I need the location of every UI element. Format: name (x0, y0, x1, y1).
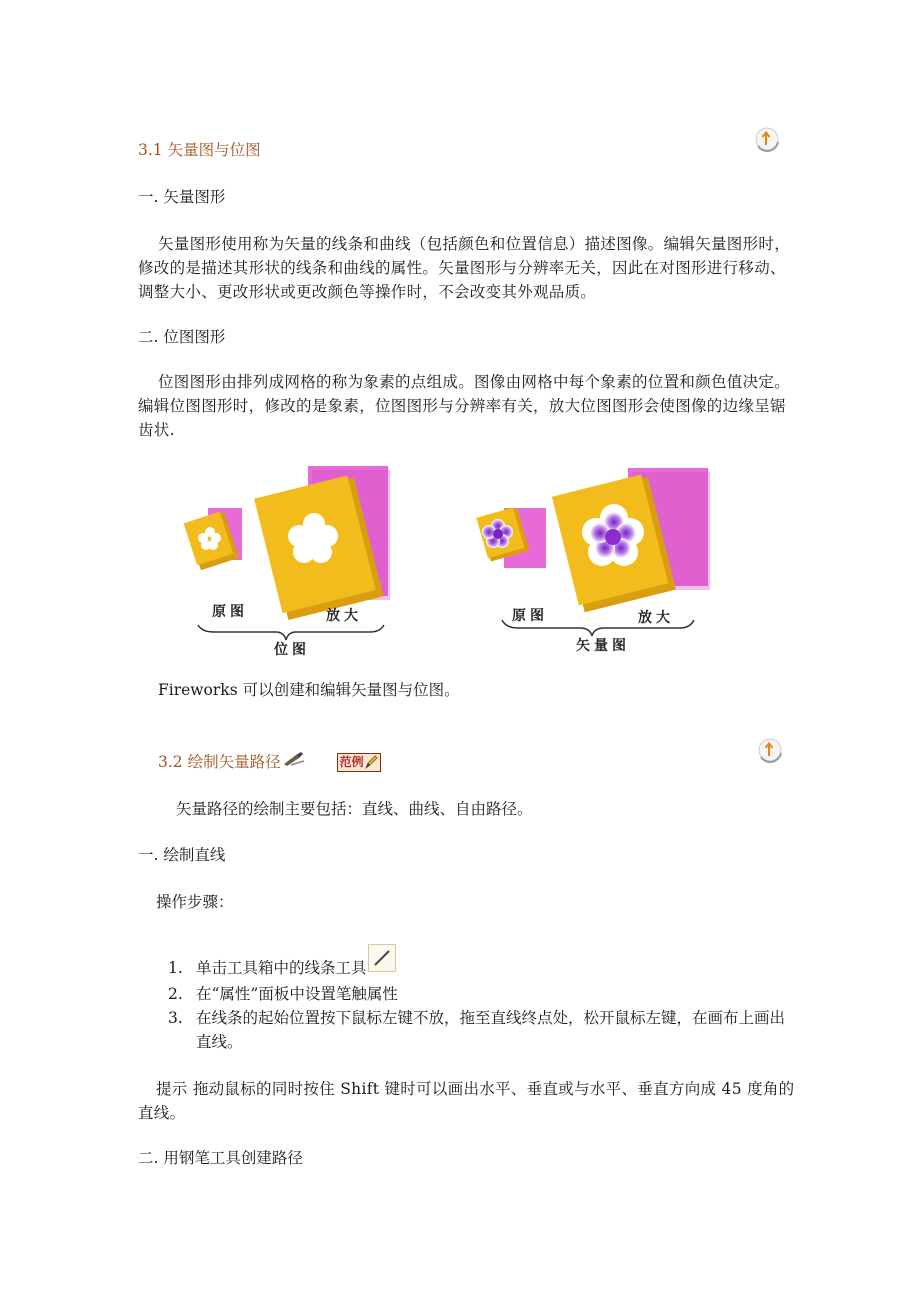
bitmap-paragraph: 位图图形由排列成网格的称为象素的点组成。图像由网格中每个象素的位置和颜色值决定。编辑位图图形时，修改的是象素，位图图形与分辨率有关，放大位图图形会使图像的边缘呈锯齿状. (138, 373, 791, 439)
right-enlarged-label: 放大 (638, 610, 674, 626)
right-original-label: 原图 (512, 608, 548, 624)
step-number: 3. (168, 1009, 183, 1027)
bitmap-heading: 二. 位图图形 (138, 328, 226, 346)
step-number: 2. (168, 985, 183, 1003)
step-text: 在线条的起始位置按下鼠标左键不放，拖至直线终点处，松开鼠标左键，在画布上画出直线。 (196, 1009, 786, 1051)
example-badge[interactable] (337, 753, 381, 772)
left-enlarged-label: 放大 (326, 608, 362, 624)
vector-path-intro: 矢量路径的绘制主要包括：直线、曲线、自由路径。 (176, 800, 533, 818)
list-item (168, 952, 788, 980)
back-to-top-icon[interactable] (754, 126, 780, 152)
left-caption: 位图 (274, 642, 310, 658)
line-heading: 一. 绘制直线 (138, 846, 226, 864)
section-3-1-title: 3.1 矢量图与位图 (138, 141, 261, 159)
section-3-2-title: 3.2 绘制矢量路径 (158, 753, 281, 771)
left-original-label: 原图 (212, 604, 248, 620)
step-number: 1. (168, 959, 183, 977)
steps-label: 操作步骤： (156, 893, 234, 911)
step-text: 单击工具箱中的线条工具 (196, 959, 367, 977)
list-item (168, 1006, 788, 1054)
list-item (168, 982, 788, 1006)
vector-paragraph: 矢量图形使用称为矢量的线条和曲线（包括颜色和位置信息）描述图像。编辑矢量图形时，修改的是描述其形状的线条和曲线的属性。矢量图形与分辨率无关，因此在对图形进行移动、调整大小、更改形状或更改颜色等操作时，不会改变其外观品质。 (138, 235, 791, 301)
tip-paragraph: 提示 拖动鼠标的同时按住 Shift 键时可以画出水平、垂直或与水平、垂直方向成 45 度角的直线。 (138, 1080, 795, 1122)
pen-heading: 二. 用钢笔工具创建路径 (138, 1149, 303, 1167)
example-badge-label: 范例 (339, 755, 364, 769)
vector-heading: 一. 矢量图形 (138, 188, 226, 206)
step-text: 在“属性”面板中设置笔触属性 (196, 985, 398, 1003)
fireworks-paragraph: Fireworks 可以创建和编辑矢量图与位图。 (158, 681, 460, 699)
drawing-tool-icon (283, 750, 305, 774)
line-tool-icon[interactable] (368, 944, 396, 972)
pencil-icon (364, 755, 378, 770)
right-caption: 矢量图 (576, 638, 630, 654)
comparison-illustration (180, 460, 740, 660)
section-3-2-heading-row (158, 750, 381, 774)
comparison-figure (180, 460, 740, 660)
back-to-top-icon-2[interactable] (757, 737, 783, 763)
steps-list (168, 952, 788, 1054)
